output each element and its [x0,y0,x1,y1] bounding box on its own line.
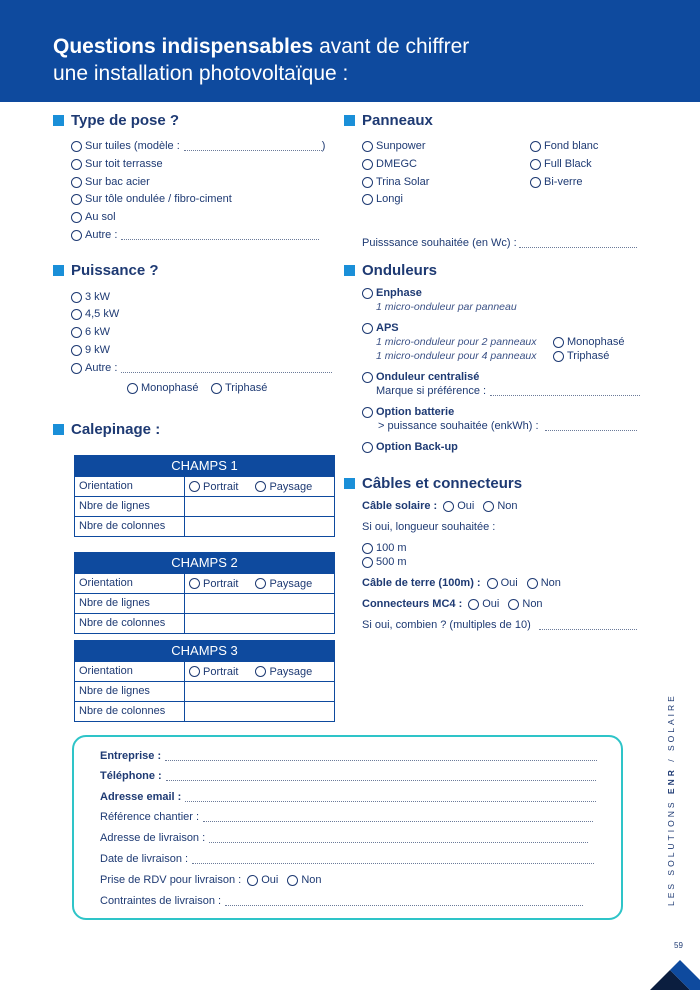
option-portrait[interactable]: Portrait [189,666,238,678]
option-triphase[interactable]: Triphasé [211,381,267,395]
champs-1-table [74,455,335,537]
radio-circle-icon[interactable] [362,177,373,188]
option-paysage[interactable]: Paysage [255,666,312,678]
option-portrait[interactable]: Portrait [189,578,238,590]
cable-solaire-row: Câble solaire : Oui Non [362,500,518,512]
option-100m[interactable]: 100 m [362,541,407,555]
option-au-sol[interactable]: Au sol [71,210,116,224]
square-bullet-icon [344,478,355,489]
radio-circle-icon[interactable] [71,292,82,303]
page-number: 59 [674,941,683,950]
radio-circle-icon[interactable] [71,345,82,356]
radio-circle-icon[interactable] [527,578,538,589]
radio-circle-icon[interactable] [362,543,373,554]
section-calepinage-title: Calepinage : [53,421,160,438]
champs-3-table [74,640,335,722]
row-label: Orientation [75,662,185,681]
fill-line[interactable] [165,752,597,761]
marque-preference-field[interactable]: Marque si préférence : [376,384,640,398]
radio-circle-icon[interactable] [211,383,222,394]
row-label: Nbre de colonnes [75,614,185,633]
fill-line[interactable] [203,813,593,822]
telephone-field[interactable]: Téléphone : [100,769,596,783]
option-toit-terrasse[interactable]: Sur toit terrasse [71,157,163,171]
option-back-up[interactable]: Option Back-up [362,440,458,454]
value-cell[interactable] [185,594,334,613]
value-cell[interactable] [185,614,334,633]
fill-line[interactable] [225,897,583,906]
radio-circle-icon[interactable] [362,288,373,299]
longueur-label: Si oui, longueur souhaitée : [362,521,496,533]
radio-circle-icon[interactable] [530,177,541,188]
radio-circle-icon[interactable] [530,159,541,170]
option-trina-solar[interactable]: Trina Solar [362,175,429,189]
table-row [75,701,334,721]
option-sur-tuiles[interactable]: Sur tuiles (modèle : ) [71,139,325,153]
table-row [75,516,334,536]
radio-circle-icon[interactable] [508,599,519,610]
option-bi-verre[interactable]: Bi-verre [530,175,583,189]
section-puissance-title: Puissance ? [53,262,159,279]
entreprise-field[interactable]: Entreprise : [100,749,597,763]
option-500m[interactable]: 500 m [362,555,407,569]
option-enphase[interactable]: Enphase [362,286,422,300]
row-label: Nbre de lignes [75,497,185,516]
radio-circle-icon[interactable] [71,141,82,152]
option-monophase[interactable]: Monophasé [127,381,199,395]
page-title: Questions indispensables avant de chiffrer [53,35,470,58]
email-field[interactable]: Adresse email : [100,790,596,804]
radio-circle-icon[interactable] [468,599,479,610]
radio-circle-icon[interactable] [189,578,200,589]
radio-circle-icon[interactable] [71,177,82,188]
option-paysage[interactable]: Paysage [255,578,312,590]
option-aps-triphase[interactable]: Triphasé [553,349,609,363]
puissance-souhaitee-field[interactable]: Puisssance souhaitée (en Wc) : [362,236,637,250]
table-row [75,661,334,681]
champs-2-table [74,552,335,634]
option-6kw[interactable]: 6 kW [71,325,110,339]
option-terre-oui[interactable]: Oui [487,577,518,589]
radio-circle-icon[interactable] [71,230,82,241]
radio-circle-icon[interactable] [71,194,82,205]
radio-circle-icon[interactable] [247,875,258,886]
table-row [75,573,334,593]
radio-circle-icon[interactable] [362,557,373,568]
cable-terre-row: Câble de terre (100m) : Oui Non [362,577,561,589]
radio-circle-icon[interactable] [362,323,373,334]
radio-circle-icon[interactable] [189,666,200,677]
header-banner [0,0,700,102]
option-9kw[interactable]: 9 kW [71,343,110,357]
radio-circle-icon[interactable] [287,875,298,886]
contraintes-livraison-field[interactable]: Contraintes de livraison : [100,894,583,908]
puissance-batterie-field[interactable]: > puissance souhaitée (enkWh) : [378,419,637,433]
option-3kw[interactable]: 3 kW [71,290,110,304]
section-panneaux-title: Panneaux [344,112,433,129]
fill-line[interactable] [490,387,640,396]
radio-circle-icon[interactable] [553,351,564,362]
radio-circle-icon[interactable] [362,407,373,418]
row-label: Nbre de colonnes [75,702,185,721]
page-subtitle: une installation photovoltaïque : [53,62,349,85]
row-label: Orientation [75,477,185,496]
option-rdv-oui[interactable]: Oui [247,874,278,886]
row-label: Nbre de lignes [75,682,185,701]
table-row [75,681,334,701]
radio-circle-icon[interactable] [443,501,454,512]
radio-circle-icon[interactable] [71,363,82,374]
option-bac-acier[interactable]: Sur bac acier [71,175,150,189]
option-terre-non[interactable]: Non [527,577,561,589]
radio-circle-icon[interactable] [362,442,373,453]
table-row [75,613,334,633]
option-aps-monophase[interactable]: Monophasé [553,335,625,349]
option-dmegc[interactable]: DMEGC [362,157,417,171]
radio-circle-icon[interactable] [255,481,266,492]
option-paysage[interactable]: Paysage [255,481,312,493]
adresse-livraison-field[interactable]: Adresse de livraison : [100,831,588,845]
combien-field[interactable]: Si oui, combien ? (multiples de 10) [362,618,637,632]
option-autre-puissance[interactable]: Autre : [71,361,332,375]
fill-line[interactable] [539,621,637,630]
option-full-black[interactable]: Full Black [530,157,592,171]
fill-line[interactable] [209,834,588,843]
section-type-pose-title: Type de pose ? [53,112,179,129]
date-livraison-field[interactable]: Date de livraison : [100,852,594,866]
side-label: LES SOLUTIONS ENR / SOLAIRE [666,693,676,906]
reference-chantier-field[interactable]: Référence chantier : [100,810,593,824]
option-fond-blanc[interactable]: Fond blanc [530,139,598,153]
radio-circle-icon[interactable] [362,194,373,205]
rdv-livraison-row: Prise de RDV pour livraison : Oui Non [100,874,322,886]
radio-circle-icon[interactable] [71,309,82,320]
radio-circle-icon[interactable] [71,212,82,223]
fill-line[interactable] [184,142,322,151]
radio-circle-icon[interactable] [553,337,564,348]
section-onduleurs-title: Onduleurs [344,262,437,279]
square-bullet-icon [53,265,64,276]
option-portrait[interactable]: Portrait [189,481,238,493]
option-sunpower[interactable]: Sunpower [362,139,426,153]
connecteurs-mc4-row: Connecteurs MC4 : Oui Non [362,598,543,610]
row-label: Nbre de colonnes [75,517,185,536]
radio-circle-icon[interactable] [530,141,541,152]
table-row [75,593,334,613]
radio-circle-icon[interactable] [483,501,494,512]
radio-circle-icon[interactable] [189,481,200,492]
champs-2-header: CHAMPS 2 [75,553,334,573]
option-aps[interactable]: APS [362,321,399,335]
option-mc4-oui[interactable]: Oui [468,598,499,610]
option-tole-ondulee[interactable]: Sur tôle ondulée / fibro-ciment [71,192,232,206]
option-rdv-non[interactable]: Non [287,874,321,886]
radio-circle-icon[interactable] [362,141,373,152]
champs-3-header: CHAMPS 3 [75,641,334,661]
radio-circle-icon[interactable] [487,578,498,589]
option-autre-pose[interactable]: Autre : [71,228,319,242]
row-label: Orientation [75,574,185,593]
aps-description-2: 1 micro-onduleur pour 4 panneaux [376,350,537,362]
fill-line[interactable] [545,422,637,431]
fill-line[interactable] [121,231,319,240]
square-bullet-icon [344,115,355,126]
square-bullet-icon [344,265,355,276]
fill-line[interactable] [121,364,332,373]
square-bullet-icon [53,115,64,126]
radio-circle-icon[interactable] [362,159,373,170]
option-cable-non[interactable]: Non [483,500,517,512]
fill-line[interactable] [166,772,596,781]
fill-line[interactable] [185,793,596,802]
radio-circle-icon[interactable] [71,327,82,338]
value-cell[interactable] [185,702,334,721]
option-4-5kw[interactable]: 4,5 kW [71,307,119,321]
option-cable-oui[interactable]: Oui [443,500,474,512]
table-row [75,476,334,496]
radio-circle-icon[interactable] [255,666,266,677]
option-onduleur-centralise[interactable]: Onduleur centralisé [362,370,479,384]
table-row [75,496,334,516]
value-cell[interactable] [185,682,334,701]
option-mc4-non[interactable]: Non [508,598,542,610]
champs-1-header: CHAMPS 1 [75,456,334,476]
row-label: Nbre de lignes [75,594,185,613]
corner-logo-icon [640,950,700,990]
fill-line[interactable] [192,855,594,864]
section-cables-title: Câbles et connecteurs [344,475,522,492]
radio-circle-icon[interactable] [127,383,138,394]
radio-circle-icon[interactable] [255,578,266,589]
option-longi[interactable]: Longi [362,192,403,206]
fill-line[interactable] [519,239,637,248]
radio-circle-icon[interactable] [71,159,82,170]
aps-description-1: 1 micro-onduleur pour 2 panneaux [376,336,537,348]
square-bullet-icon [53,424,64,435]
value-cell[interactable] [185,517,334,536]
radio-circle-icon[interactable] [362,372,373,383]
option-batterie[interactable]: Option batterie [362,405,454,419]
value-cell[interactable] [185,497,334,516]
enphase-description: 1 micro-onduleur par panneau [376,301,517,313]
